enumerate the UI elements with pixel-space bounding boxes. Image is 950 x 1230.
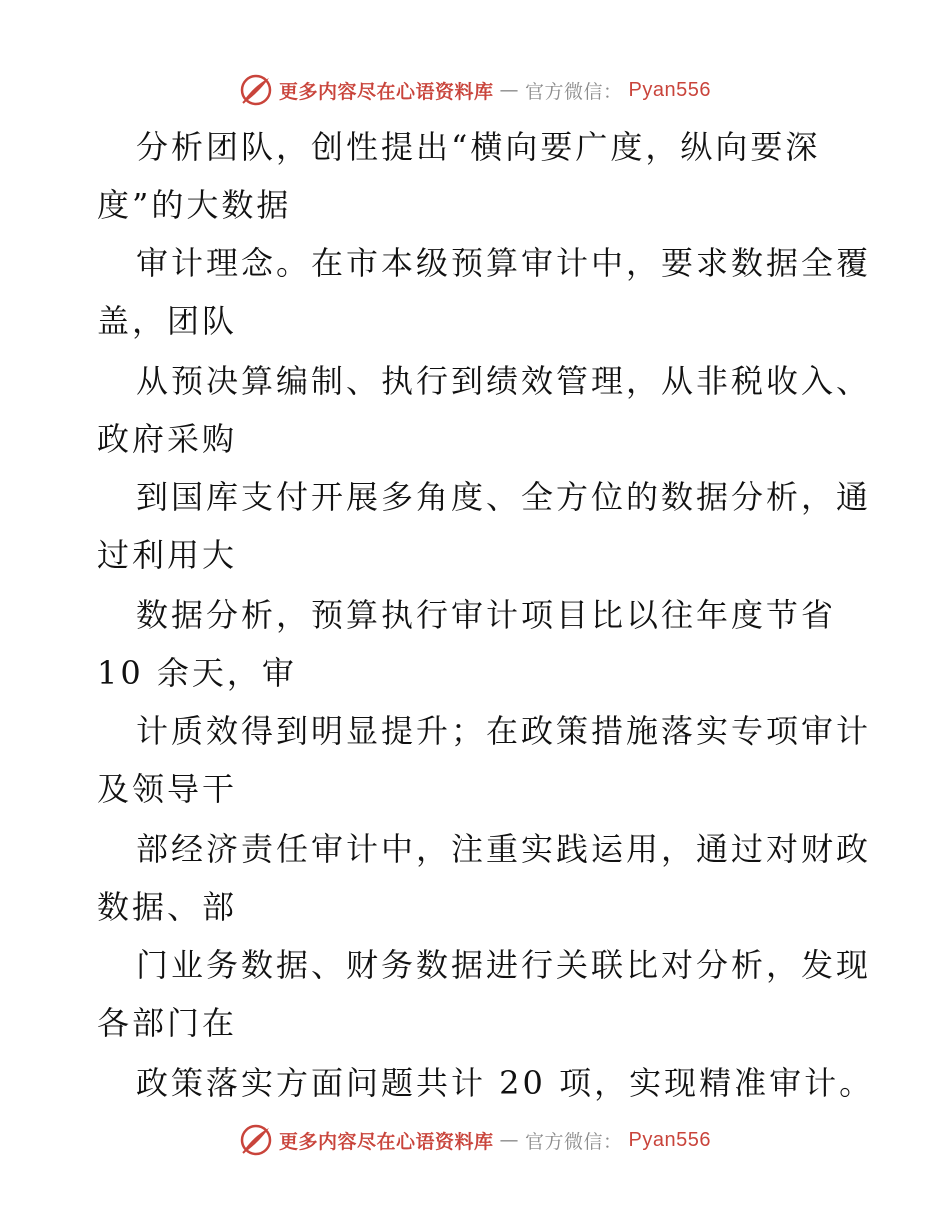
body-line: 到国库支付开展多角度、全方位的数据分析，通 xyxy=(136,478,872,516)
watermark-separator: — xyxy=(499,1129,520,1151)
body-line: 及领导干 xyxy=(97,770,238,808)
watermark-sub-text: 官方微信： xyxy=(525,1130,623,1153)
body-line: 数据、部 xyxy=(97,888,238,926)
watermark-main-text: 更多内容尽在心语资料库 xyxy=(279,80,494,103)
body-line: 计质效得到明显提升；在政策措施落实专项审计 xyxy=(136,712,872,750)
body-line: 度”的大数据 xyxy=(97,186,292,224)
footer-watermark xyxy=(0,1120,950,1160)
quill-logo-icon xyxy=(239,73,273,107)
watermark-sub-text: 官方微信： xyxy=(525,80,623,103)
quill-logo-icon xyxy=(239,1123,273,1157)
body-line: 数据分析，预算执行审计项目比以往年度节省 xyxy=(136,596,837,634)
body-line: 10 余天，审 xyxy=(97,654,297,692)
body-line: 从预决算编制、执行到绩效管理，从非税收入、 xyxy=(136,362,872,400)
body-line: 政府采购 xyxy=(97,420,238,458)
body-line: 政策落实方面问题共计 20 项，实现精准审计。 xyxy=(136,1064,875,1102)
header-watermark xyxy=(0,70,950,110)
body-line: 分析团队，创性提出“横向要广度，纵向要深 xyxy=(136,128,821,166)
watermark-wechat-id: Pyan556 xyxy=(628,1128,711,1151)
watermark-wechat-id: Pyan556 xyxy=(628,78,711,101)
body-line: 过利用大 xyxy=(97,536,238,574)
body-line: 盖，团队 xyxy=(97,302,238,340)
body-line: 门业务数据、财务数据进行关联比对分析，发现 xyxy=(136,946,872,984)
watermark-separator: — xyxy=(499,79,520,101)
body-line: 各部门在 xyxy=(97,1004,238,1042)
body-line: 审计理念。在市本级预算审计中，要求数据全覆 xyxy=(136,244,872,282)
watermark-main-text: 更多内容尽在心语资料库 xyxy=(279,1130,494,1153)
body-line: 部经济责任审计中，注重实践运用，通过对财政 xyxy=(136,830,872,868)
